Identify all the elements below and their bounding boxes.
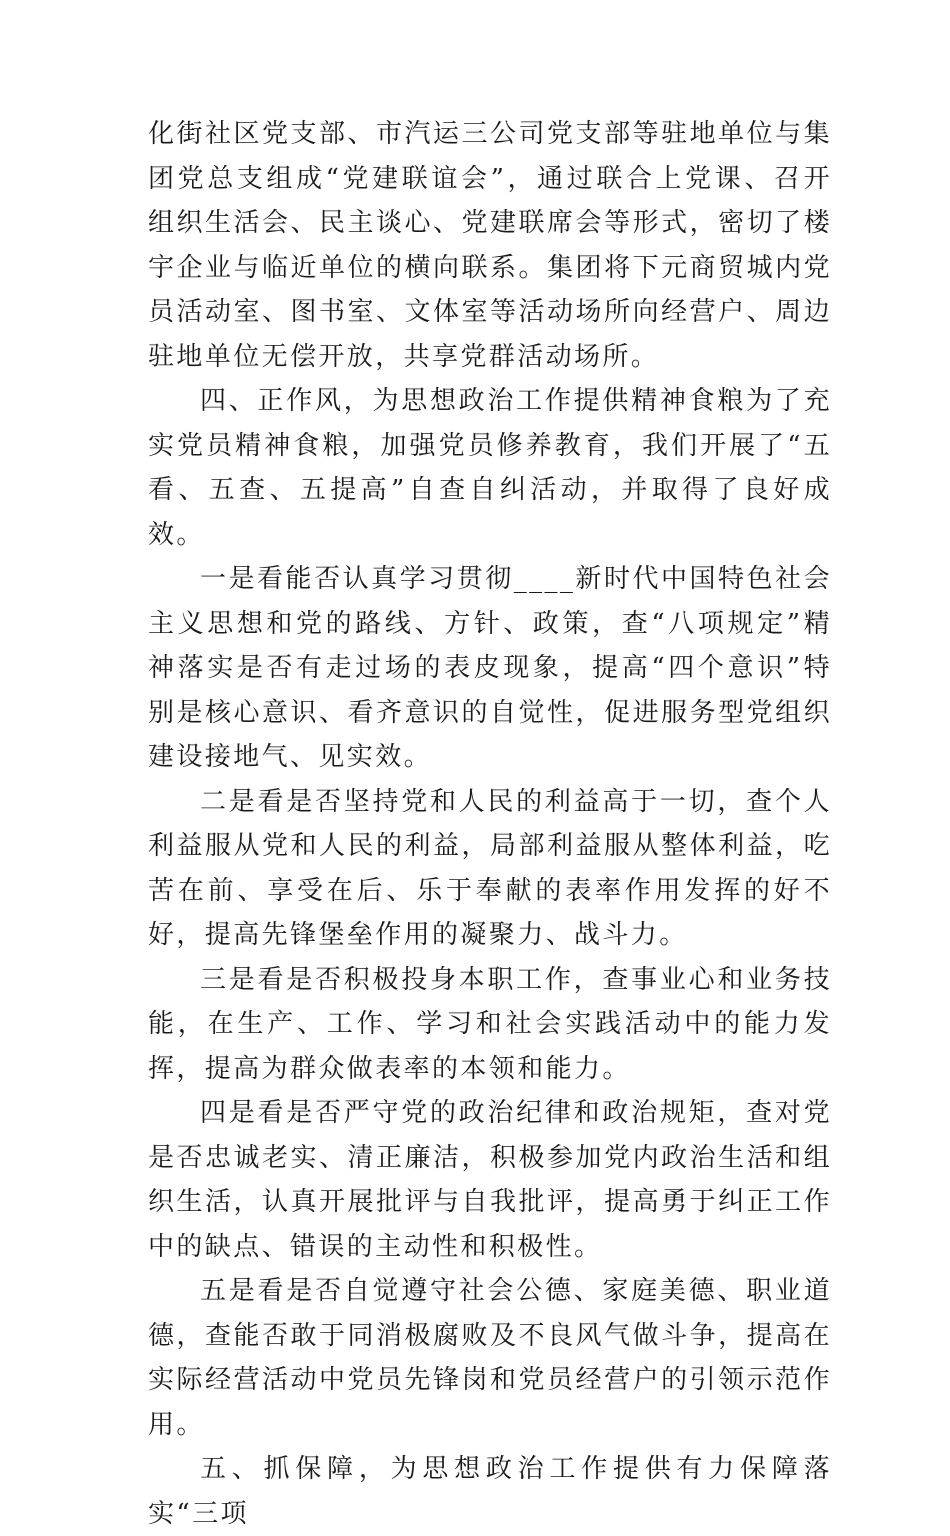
paragraph-item-four: 四是看是否严守党的政治纪律和政治规矩，查对党是否忠诚老实、清正廉洁，积极参加党内政治生活和组织生活，认真开展批评与自我批评，提高勇于纠正工作中的缺点、错误的主动性和积极性。: [148, 1098, 832, 1262]
paragraph-item-two: 二是看是否坚持党和人民的利益高于一切，查个人利益服从党和人民的利益，局部利益服从整体利益，吃苦在前、享受在后、乐于奉献的表率作用发挥的好不好，提高先锋堡垒作用的凝聚力、战斗力。: [148, 786, 832, 950]
paragraph-section-four: 四、正作风，为思想政治工作提供精神食粮为了充实党员精神食粮，加强党员修养教育，我们开展了“五看、五查、五提高”自查自纠活动，并取得了良好成效。: [148, 386, 832, 550]
document-body: [148, 112, 832, 1536]
paragraph-item-one: 一是看能否认真学习贯彻____新时代中国特色社会主义思想和党的路线、方针、政策，查“八项规定”精神落实是否有走过场的表皮现象，提高“四个意识”特别是核心意识、看齐意识的自觉性，促进服务型党组织建设接地气、见实效。: [148, 564, 832, 772]
paragraph-item-three: 三是看是否积极投身本职工作，查事业心和业务技能，在生产、工作、学习和社会实践活动中的能力发挥，提高为群众做表率的本领和能力。: [148, 964, 832, 1084]
paragraph-item-five: 五是看是否自觉遵守社会公德、家庭美德、职业道德，查能否敢于同消极腐败及不良风气做斗争，提高在实际经营活动中党员先锋岗和党员经营户的引领示范作用。: [148, 1276, 832, 1440]
paragraph-section-five: 五、抓保障，为思想政治工作提供有力保障落实“三项: [148, 1454, 832, 1529]
paragraph-continuation: 化街社区党支部、市汽运三公司党支部等驻地单位与集团党总支组成“党建联谊会”，通过联合上党课、召开组织生活会、民主谈心、党建联席会等形式，密切了楼宇企业与临近单位的横向联系。集团将下元商贸城内党员活动室、图书室、文体室等活动场所向经营户、周边驻地单位无偿开放，共享党群活动场所。: [148, 119, 832, 372]
